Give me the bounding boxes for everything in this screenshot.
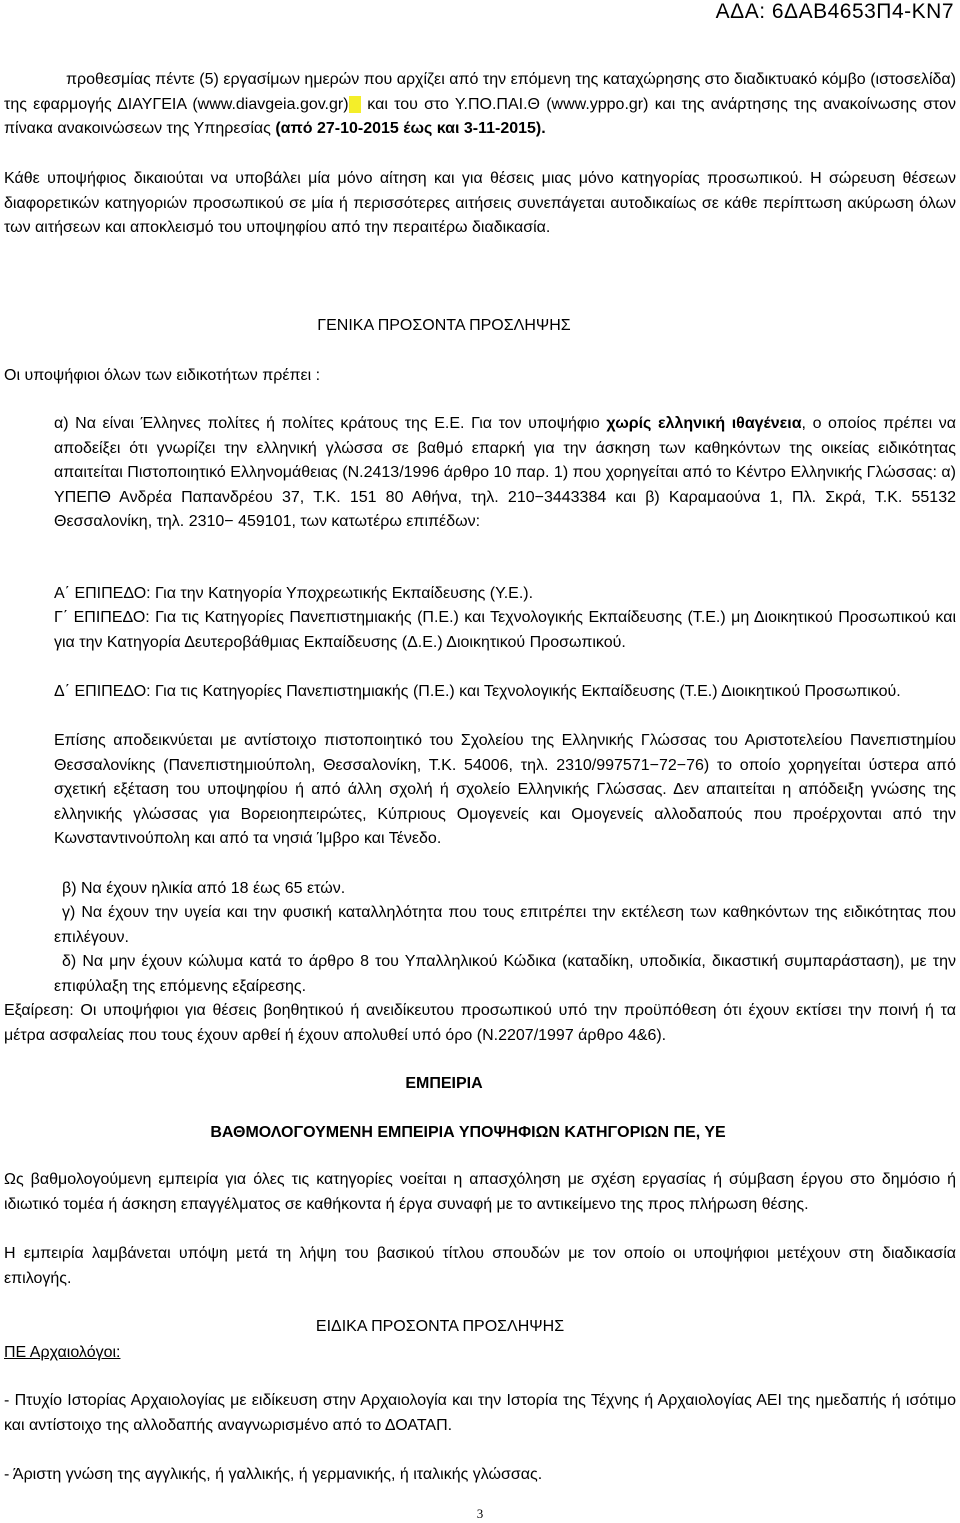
general-heading: ΓΕΝΙΚΑ ΠΡΟΣΟΝΤΑ ΠΡΟΣΛΗΨΗΣ (317, 317, 571, 334)
experience-heading: ΕΜΠΕΙΡΙΑ (405, 1075, 483, 1092)
requirement-a-pre: Για τον υποψήφιο (471, 415, 607, 432)
experience-subheading: ΒΑΘΜΟΛΟΓΟΥΜΕΝΗ ΕΜΠΕΙΡΙΑ ΥΠΟΨΗΦΙΩΝ ΚΑΤΗΓΟΡΙΩΝ ΠΕ, ΥΕ (210, 1124, 726, 1141)
experience-paragraph-1: Ως βαθμολογούμενη εμπειρία για όλες τις κατηγορίες νοείται η απασχόληση με σχέση εργασίας ή σύμβαση έργου στο δημόσιο ή ιδιωτικό τομέα ή άσκηση επαγγέλματος σε καθήκοντα ή έργα συναφή με το αντικείμενο της προς πλήρωση θέσης. (4, 1171, 956, 1213)
level-d: Δ΄ ΕΠΙΠΕΔΟ: Για τις Κατηγορίες Πανεπιστημιακής (Π.Ε.) και Τεχνολογικής Εκπαίδευσης (Τ.Ε.) Διοικητικού Προσωπικού. (54, 683, 901, 700)
requirement-a-line: α) Να είναι Έλληνες πολίτες ή πολίτες κράτους της Ε.Ε. (54, 415, 465, 432)
intro-dates: (από 27-10-2015 έως και 3-11-2015). (275, 120, 546, 138)
category-title: ΠΕ Αρχαιολόγοι: (4, 1344, 121, 1361)
intro-paragraph-2: Κάθε υποψήφιος δικαιούται να υποβάλει μία μόνο αίτηση και για θέσεις μιας μόνο κατηγορίας προσωπικού. Η σώρευση θέσεων διαφορετικών κατηγοριών προσωπικού σε μία ή περισσότερες αιτήσεις συνεπάγεται αυτοδικαίως σε κάθε περίπτωση ακύρωση όλων των αιτήσεων και αποκλεισμό του υποψηφίου από την περαιτέρω διαδικασία. (4, 170, 956, 237)
highlight-mark (349, 96, 361, 113)
requirement-c: γ) Να έχουν την υγεία και την φυσική καταλληλότητα που τους επιτρέπει την εκτέλεση των καθηκόντων της ειδικότητας που επιλέγουν. (54, 904, 956, 946)
exception-paragraph: Εξαίρεση: Οι υποψήφιοι για θέσεις βοηθητικού ή ανειδίκευτου προσωπικού υπό την προϋπόθεση ότι έχουν εκτίσει την ποινή ή τα μέτρα ασφαλείας που τους έχουν αρθεί ή έχουν απολυθεί υπό όρο (Ν.2207/1997 άρθρο 4&6). (4, 1002, 956, 1044)
requirement-a (54, 412, 956, 535)
requirement-a-rest: , ο οποίος πρέπει να αποδείξει ότι γνωρίζει την ελληνική γλώσσα σε βαθμό επαρκή για την άσκηση των καθηκόντων της οικείας ειδικότητας απαιτείται Πιστοποιητικό Ελληνομάθειας (Ν.2413/1996 άρθρο 10 παρ. 1) που χορηγείται από το Κέντρο Ελληνικής Γλώσσας: α) ΥΠΕΠΘ Ανδρέα Παπανδρέου 37, Τ.Κ. 151 80 Αθήνα, τηλ. 210−3443384 και β) Καραμαούνα 1, Πλ. Σκρά, Τ.Κ. 55132 Θεσσαλονίκη, τηλ. 2310− 459101, των κατωτέρω επιπέδων: (54, 415, 956, 531)
general-lead: Οι υποψήφιοι όλων των ειδικοτήτων πρέπει : (4, 367, 321, 384)
intro-paragraph-1 (4, 68, 956, 142)
experience-paragraph-2: Η εμπειρία λαμβάνεται υπόψη μετά τη λήψη του βασικού τίτλου σπουδών με τον οποίο οι υποψήφιοι μετέχουν στη διαδικασία επιλογής. (4, 1245, 956, 1287)
level-a: Α΄ ΕΠΙΠΕΔΟ: Για την Κατηγορία Υποχρεωτικής Εκπαίδευσης (Υ.Ε.). (54, 585, 534, 602)
requirement-b: β) Να έχουν ηλικία από 18 έως 65 ετών. (62, 880, 346, 897)
intro-text-b: και του στο Υ.ΠΟ.ΠΑΙ.Θ (www.yppo.gr) και της ανάρτησης της ανακοίνωσης στον πίνακα ανακοινώσεων της Υπηρεσίας (4, 95, 957, 138)
requirement-a-bold: χωρίς ελληνική ιθαγένεια (606, 415, 802, 432)
intro-text-a: προθεσμίας πέντε (5) εργασίμων ημερών που αρχίζει από την επόμενη της καταχώρησης στο διαδικτυακό κόμβο (ιστοσελίδα) της εφαρμογής ΔΙΑΥΓΕΙΑ (www.diavgeia.gov.gr) (4, 71, 956, 113)
special-heading: ΕΙΔΙΚΑ ΠΡΟΣΟΝΤΑ ΠΡΟΣΛΗΨΗΣ (315, 1318, 565, 1335)
level-c: Γ΄ ΕΠΙΠΕΔΟ: Για τις Κατηγορίες Πανεπιστημιακής (Π.Ε.) και Τεχνολογικής Εκπαίδευσης (Τ.Ε.) μη Διοικητικού Προσωπικού και για την Κατηγορία Δευτεροβάθμιας Εκπαίδευσης (Δ.Ε.) Διοικητικού Προσωπικού. (54, 609, 956, 651)
also-paragraph: Επίσης αποδεικνύεται με αντίστοιχο πιστοποιητικό του Σχολείου της Ελληνικής Γλώσσας του Αριστοτελείου Πανεπιστημίου Θεσσαλονίκης (Πανεπιστημιούπολη, Θεσσαλονίκη, Τ.Κ. 54006, τηλ. 2310/997571−72−76) το οποίο χορηγείται ύστερα από σχετική εξέταση του υποψηφίου ή από άλλη σχολή ή σχολείο Ελληνικής Γλώσσας. Δεν απαιτείται η απόδειξη γνώσης της ελληνικής γλώσσας για Βορειοηπειρώτες, Κύπριους Ομογενείς και Ομογενείς αλλοδαπούς που προέρχονται από την Κωνσταντινούπολη και από τα νησιά Ίμβρο και Τένεδο. (54, 732, 956, 848)
requirement-d: δ) Να μην έχουν κώλυμα κατά το άρθρο 8 του Υπαλληλικού Κώδικα (καταδίκη, υποδικία, δικαστική συμπαράσταση), με την επιφύλαξη της επόμενης εξαίρεσης. (54, 953, 956, 995)
ada-code: ΑΔΑ: 6ΔΑΒ4653Π4-ΚΝ7 (715, 0, 954, 23)
special-item-2: - Άριστη γνώση της αγγλικής, ή γαλλικής, ή γερμανικής, ή ιταλικής γλώσσας. (4, 1466, 543, 1483)
special-item-1: - Πτυχίο Ιστορίας Αρχαιολογίας με ειδίκευση στην Αρχαιολογία και την Ιστορία της Τέχνης ή Αρχαιολογίας ΑΕΙ της ημεδαπής ή ισότιμο και αντίστοιχο της αλλοδαπής αναγνωρισμένο από το ΔΟΑΤΑΠ. (4, 1392, 956, 1434)
page-number: 3 (476, 1506, 484, 1521)
